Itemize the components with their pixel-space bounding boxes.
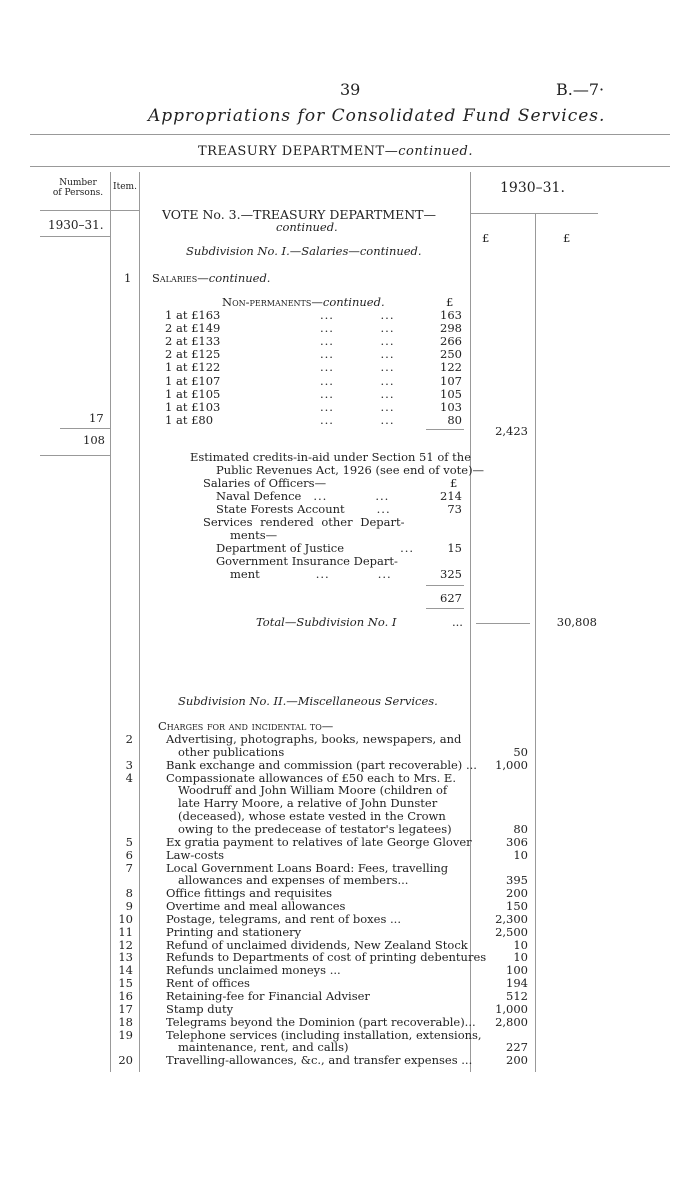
pound-header-1: £ [482, 231, 490, 245]
naval-amount: 214 [440, 489, 462, 503]
misc-item-text: Compassionate allowances of £50 each to Mrs. E. [166, 770, 456, 785]
naval-label: Naval Defence [216, 489, 302, 503]
item-column-header: Item. [113, 182, 137, 192]
salaries-heading [152, 272, 270, 285]
credits-line-1: Estimated credits-in-aid under Section 51 of the [190, 450, 472, 464]
pound-header-2: £ [563, 231, 571, 245]
insurance-label: ment [230, 567, 260, 581]
salary-row-amount: 250 [440, 347, 462, 362]
credits-services-2: ments— [230, 528, 278, 542]
salary-row-desc: 1 at £122 [165, 360, 221, 375]
persons-subtotal-rule [60, 428, 110, 429]
misc-item-amount: 50 [513, 744, 528, 759]
misc-item-amount: 2,300 [495, 911, 528, 926]
misc-item-text: Printing and stationery [166, 924, 302, 939]
total-subdivision-1-dots: ... [452, 615, 463, 629]
misc-item-text: Telephone services (including installation, extensions, [166, 1027, 482, 1042]
misc-item-amount: 100 [506, 963, 528, 978]
persons-count-17: 17 [89, 411, 104, 425]
misc-item-number: 10 [118, 911, 133, 926]
misc-item-amount: 512 [506, 989, 528, 1003]
vote-title: VOTE No. 3.—TREASURY DEPARTMENT— [162, 207, 437, 222]
misc-item-text: Local Government Loans Board: Fees, travelling [166, 860, 449, 875]
misc-item-amount: 227 [506, 1040, 528, 1055]
misc-item-number: 8 [125, 886, 133, 901]
misc-item-number: 6 [125, 847, 133, 862]
misc-item-text: maintenance, rent, and calls) [178, 1040, 349, 1055]
title-rule [30, 134, 670, 135]
credits-line-2: Public Revenues Act, 1926 (see end of vote)— [216, 463, 485, 477]
salary-row-desc: 2 at £125 [165, 347, 221, 362]
header-underline-left [40, 210, 140, 211]
department-suffix: continued. [398, 144, 473, 159]
non-permanents-label: Non-permanents— [222, 295, 323, 309]
misc-item-number: 13 [118, 950, 133, 965]
misc-item-text: Telegrams beyond the Dominion (part recoverable)... [166, 1014, 476, 1029]
salary-row-amount: 122 [440, 360, 462, 375]
salaries-pound-symbol: £ [446, 295, 454, 309]
salary-row-leader: ... ... [320, 412, 395, 427]
salary-row-desc: 1 at £80 [165, 412, 214, 427]
salary-row-amount: 266 [440, 334, 462, 349]
salary-row-leader: ... ... [320, 321, 395, 336]
salary-row-leader: ... ... [320, 360, 395, 375]
year-underline-left [40, 236, 110, 237]
department-heading [198, 144, 473, 159]
persons-header-line2: of Persons. [52, 188, 104, 198]
misc-item-text: Stamp duty [166, 1001, 234, 1016]
misc-item-text: Travelling-allowances, &c., and transfer expenses ... [166, 1053, 473, 1068]
misc-item-amount: 200 [506, 886, 528, 901]
misc-item-text: Refunds unclaimed moneys ... [166, 963, 341, 978]
misc-item-number: 19 [118, 1027, 133, 1042]
salary-row-amount: 105 [440, 386, 462, 401]
misc-item-text: other publications [178, 744, 285, 759]
persons-column-header [44, 178, 112, 198]
forests-amount: 73 [447, 502, 462, 516]
credits-pound-symbol: £ [450, 476, 458, 490]
document-reference: B.—7· [556, 80, 605, 99]
credits-services-1: Services rendered other Depart- [203, 515, 405, 529]
salary-row-leader: ... ... [320, 347, 395, 362]
credits-insurance-1: Government Insurance Depart- [216, 554, 398, 568]
misc-item-text: late Harry Moore, a relative of John Dunster [178, 796, 438, 811]
misc-item-number: 20 [118, 1053, 133, 1068]
misc-item-amount: 80 [513, 821, 528, 836]
persons-header-line1: Number [59, 178, 97, 188]
total-column-divider [535, 214, 536, 1072]
misc-item-text: allowances and expenses of members... [178, 873, 409, 888]
misc-item-number: 11 [118, 924, 133, 939]
misc-item-text: owing to the predecease of testator's legatees) [178, 821, 452, 836]
misc-item-amount: 2,500 [495, 924, 528, 939]
salary-row-desc: 2 at £149 [165, 321, 221, 336]
item-column-divider [139, 172, 140, 1072]
misc-item-text: Rent of offices [166, 976, 250, 991]
credits-insurance-2: ment ... ... [230, 567, 392, 581]
page-number: 39 [340, 80, 361, 99]
salary-row-leader: ... ... [320, 399, 395, 414]
persons-total: 108 [83, 433, 105, 447]
item-number-1: 1 [124, 271, 132, 285]
misc-item-number: 9 [125, 899, 133, 914]
salary-row-desc: 2 at £133 [165, 334, 221, 349]
misc-item-amount: 1,000 [495, 757, 528, 772]
salaries-label: Salaries— [152, 271, 209, 285]
vote-title-cont: continued. [276, 220, 338, 234]
credits-sum-rule [426, 585, 464, 586]
misc-item-text: Ex gratia payment to relatives of late George Glover [166, 834, 472, 849]
charges-heading: Charges for and incidental to— [158, 719, 334, 733]
salary-row-leader: ... ... [320, 373, 395, 388]
salaries-label-cont: continued. [208, 271, 271, 285]
misc-item-amount: 10 [513, 847, 528, 862]
salary-row-desc: 1 at £103 [165, 399, 221, 414]
misc-item-text: Woodruff and John William Moore (children of [178, 783, 448, 798]
misc-item-number: 16 [118, 989, 133, 1003]
year-header-left: 1930–31. [48, 218, 104, 232]
salary-row-leader: ... ... [320, 308, 395, 322]
insurance-amount: 325 [440, 567, 462, 581]
misc-item-text: Refund of unclaimed dividends, New Zealand Stock [166, 937, 468, 952]
salary-row-amount: 80 [447, 412, 462, 427]
credits-total: 627 [440, 591, 462, 605]
misc-item-amount: 10 [513, 937, 528, 952]
credits-justice: Department of Justice ... [216, 541, 415, 555]
misc-item-number: 18 [118, 1014, 133, 1029]
justice-amount: 15 [447, 541, 462, 555]
misc-item-amount: 395 [506, 873, 528, 888]
misc-item-amount: 200 [506, 1053, 528, 1068]
subdivision-2-heading: Subdivision No. II.—Miscellaneous Services. [178, 694, 438, 708]
misc-item-amount: 150 [506, 899, 528, 914]
justice-label: Department of Justice [216, 541, 345, 555]
credits-total-rule [426, 608, 464, 609]
misc-item-amount: 10 [513, 950, 528, 965]
misc-item-text: Postage, telegrams, and rent of boxes ... [166, 911, 401, 926]
salaries-sum-rule [426, 429, 464, 430]
misc-item-number: 17 [118, 1001, 133, 1016]
misc-item-number: 15 [118, 976, 133, 991]
page-title: Appropriations for Consolidated Fund Services. [148, 106, 606, 126]
salaries-subtotal: 2,423 [495, 424, 528, 438]
salary-row-leader: ... ... [320, 334, 395, 349]
misc-item-text: (deceased), whose estate vested in the Crown [178, 809, 446, 824]
salary-row-leader: ... ... [320, 386, 395, 401]
credits-naval: Naval Defence ... ... [216, 489, 390, 503]
subdivision-1-heading: Subdivision No. I.—Salaries—continued. [186, 244, 422, 258]
misc-item-text: Office fittings and requisites [166, 886, 333, 901]
persons-column-divider [110, 172, 111, 1072]
misc-item-text: Retaining-fee for Financial Adviser [166, 989, 370, 1003]
salary-row-amount: 298 [440, 321, 462, 336]
forests-label: State Forests Account [216, 502, 345, 516]
total-subdivision-1-amount: 30,808 [556, 615, 597, 629]
misc-item-number: 4 [125, 770, 133, 785]
misc-item-number: 5 [125, 834, 133, 849]
total-subdivision-1-label: Total—Subdivision No. I [256, 615, 397, 629]
non-permanents-cont: continued. [322, 295, 385, 309]
salary-row-desc: 1 at £163 [165, 308, 221, 322]
salary-row-amount: 163 [440, 308, 462, 322]
misc-item-amount: 306 [506, 834, 528, 849]
misc-item-text: Refunds to Departments of cost of printing debentures [166, 950, 487, 965]
year-underline-right [470, 213, 598, 214]
misc-item-amount: 194 [506, 976, 528, 991]
total-subdivision-1-rule [476, 623, 530, 624]
misc-item-number: 12 [118, 937, 133, 952]
salary-row-amount: 107 [440, 373, 462, 388]
misc-item-amount: 1,000 [495, 1001, 528, 1016]
misc-item-number: 14 [118, 963, 133, 978]
misc-item-text: Overtime and meal allowances [166, 899, 346, 914]
misc-item-amount: 2,800 [495, 1014, 528, 1029]
department-name: TREASURY DEPARTMENT— [198, 144, 399, 159]
misc-item-text: Law-costs [166, 847, 225, 862]
salary-row-amount: 103 [440, 399, 462, 414]
misc-item-number: 2 [125, 732, 133, 746]
salary-row-desc: 1 at £107 [165, 373, 221, 388]
misc-item-text: Bank exchange and commission (part recoverable) ... [166, 757, 477, 772]
salary-row-desc: 1 at £105 [165, 386, 221, 401]
misc-item-number: 3 [125, 757, 133, 772]
credits-forests: State Forests Account ... [216, 502, 391, 516]
persons-total-rule [40, 455, 110, 456]
year-header-right: 1930–31. [500, 180, 565, 196]
misc-item-number: 7 [125, 860, 133, 875]
header-rule [30, 166, 670, 167]
credits-line-3: Salaries of Officers— [203, 476, 327, 490]
misc-item-text: Advertising, photographs, books, newspapers, and [166, 732, 462, 746]
